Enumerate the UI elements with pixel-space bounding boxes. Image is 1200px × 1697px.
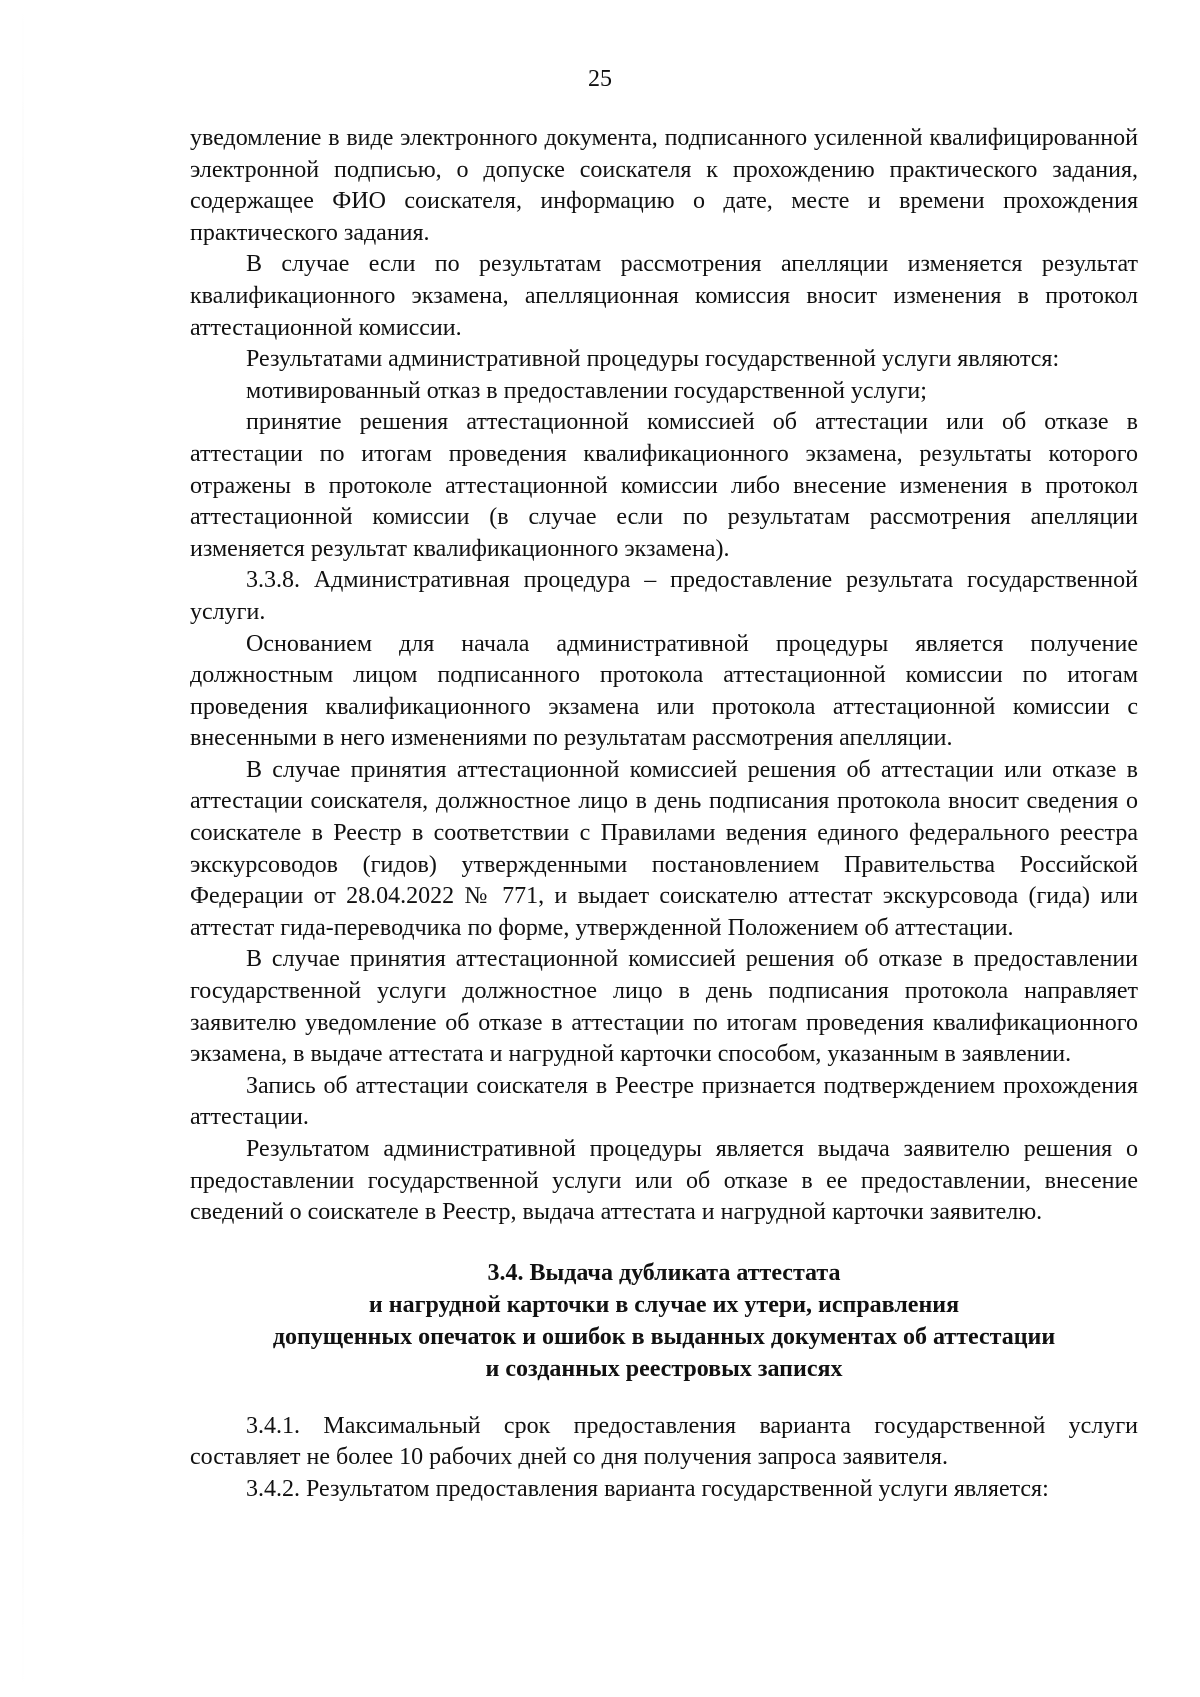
paragraph: Результатами административной процедуры государственной услуги являются: bbox=[246, 346, 1060, 373]
paragraph: В случае принятия аттестационной комиссией решения об аттестации или отказе в аттестации соискателя, должностное лицо в день подписания протокола вносит сведения о соискателе в Реестр в соответствии с Правилами ведения единого федерального реестра экскурсоводов (гидов) утвержденными постановлением Правительства Российской Федерации от 28.04.2022 № 771, и выдает соискателю аттестат экскурсовода (гида) или аттестат гида-переводчика по форме, утвержденной Положением об аттестации. bbox=[190, 756, 1138, 941]
paragraph: принятие решения аттестационной комиссией об аттестации или об отказе в аттестации по итогам проведения квалификационного экзамена, результаты которого отражены в протоколе аттестационной комиссии либо внесение изменения в протокол аттестационной комиссии (в случае если по результатам рассмотрения апелляции изменяется результат квалификационного экзамена). bbox=[190, 409, 1138, 562]
paragraph: Запись об аттестации соискателя в Реестре признается подтверждением прохождения аттестации. bbox=[190, 1072, 1138, 1131]
paragraph: 3.4.1. Максимальный срок предоставления варианта государственной услуги составляет не более 10 рабочих дней со дня получения запроса заявителя. bbox=[190, 1412, 1138, 1471]
document-body bbox=[190, 123, 1138, 1506]
paragraph: 3.4.2. Результатом предоставления варианта государственной услуги является: bbox=[246, 1475, 1049, 1502]
heading-line: 3.4. Выдача дубликата аттестата bbox=[487, 1259, 841, 1286]
paragraphs-top bbox=[190, 123, 1138, 1229]
paragraph: уведомление в виде электронного документа, подписанного усиленной квалифицированной электронной подписью, о допуске соискателя к прохождению практического задания, содержащее ФИО соискателя, информацию о дате, месте и времени прохождения практического задания. bbox=[190, 125, 1138, 246]
heading-line: и нагрудной карточки в случае их утери, исправления bbox=[368, 1291, 960, 1318]
heading-line: допущенных опечаток и ошибок в выданных документах об аттестации bbox=[272, 1323, 1056, 1350]
paragraph: В случае если по результатам рассмотрения апелляции изменяется результат квалификационного экзамена, апелляционная комиссия вносит изменения в протокол аттестационной комиссии. bbox=[190, 251, 1138, 341]
section-heading bbox=[190, 1257, 1138, 1385]
scan-edge-shadow bbox=[22, 0, 24, 1697]
heading-line: и созданных реестровых записях bbox=[485, 1355, 843, 1382]
paragraphs-bottom bbox=[190, 1411, 1138, 1506]
paragraph: В случае принятия аттестационной комиссией решения об отказе в предоставлении государственной услуги должностное лицо в день подписания протокола направляет заявителю уведомление об отказе в аттестации по итогам проведения квалификационного экзамена, в выдаче аттестата и нагрудной карточки способом, указанным в заявлении. bbox=[190, 946, 1138, 1068]
paragraph: Результатом административной процедуры является выдача заявителю решения о предоставлении государственной услуги или об отказе в ее предоставлении, внесение сведений о соискателе в Реестр, выдача аттестата и нагрудной карточки заявителю. bbox=[190, 1136, 1138, 1226]
paragraph: Основанием для начала административной процедуры является получение должностным лицом подписанного протокола аттестационной комиссии по итогам проведения квалификационного экзамена или протокола аттестационной комиссии с внесенными в него изменениями по результатам рассмотрения апелляции. bbox=[190, 630, 1138, 752]
paragraph: мотивированный отказ в предоставлении государственной услуги; bbox=[246, 377, 927, 404]
page-number: 25 bbox=[588, 66, 612, 92]
paragraph: 3.3.8. Административная процедура – предоставление результата государственной услуги. bbox=[190, 567, 1138, 625]
